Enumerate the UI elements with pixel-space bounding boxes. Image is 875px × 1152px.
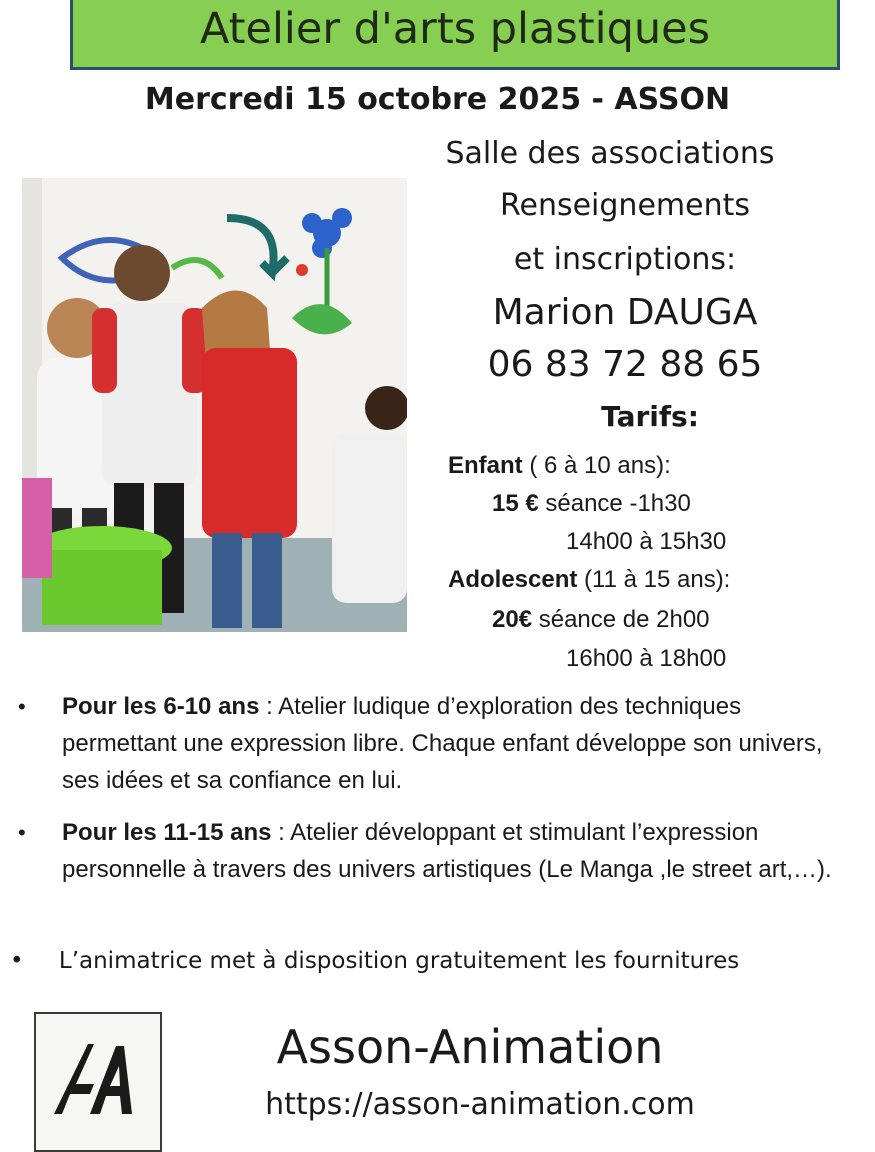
- children-painting-photo: [22, 178, 407, 632]
- title-banner: [70, 0, 840, 70]
- child-ages: ( 6 à 10 ans):: [522, 452, 671, 479]
- contact-name: Marion DAUGA: [492, 292, 758, 333]
- contact-heading-2: et inscriptions:: [513, 242, 737, 277]
- bullet-marker: •: [18, 820, 26, 845]
- bullet-marker: •: [10, 948, 24, 974]
- contact-phone: 06 83 72 88 65: [487, 344, 763, 385]
- bullet-text: [62, 814, 848, 888]
- teen-session: séance de 2h00: [532, 606, 710, 633]
- child-tariff-line: [448, 452, 671, 480]
- supplies-note: [10, 948, 870, 974]
- bullet-body: : Atelier développant et stimulant l’expression personnelle à travers des univers artistiques (Le Manga ,le street art,…).: [62, 819, 832, 883]
- event-date-location: Mercredi 15 octobre 2025 - ASSON: [144, 82, 731, 117]
- bullet-text: [62, 688, 848, 799]
- supplies-text: L’animatrice met à disposition gratuitement les fournitures: [58, 948, 740, 974]
- bullet-11-15: [18, 814, 848, 929]
- organization-url[interactable]: https://asson-animation.com: [265, 1087, 695, 1122]
- teen-tariff-line: [448, 566, 730, 594]
- teen-ages: (11 à 15 ans):: [577, 566, 731, 593]
- bullet-6-10: [18, 688, 848, 803]
- venue: Salle des associations: [445, 136, 775, 171]
- child-price: 15 €: [492, 490, 539, 517]
- child-price-line: [492, 490, 691, 518]
- logo-graphic: [36, 1014, 160, 1140]
- teen-price: 20€: [492, 606, 533, 633]
- child-label: Enfant: [448, 452, 523, 479]
- bullet-lead: Pour les 11-15 ans: [62, 819, 272, 846]
- teen-label: Adolescent: [448, 566, 578, 593]
- contact-heading-1: Renseignements: [500, 188, 750, 223]
- bullet-body: : Atelier ludique d’exploration des techniques permettant une expression libre. Chaque enfant développe son univers, ses idées et sa confiance en lui.: [62, 693, 823, 794]
- tarifs-heading: Tarifs:: [601, 400, 699, 433]
- page-title: Atelier d'arts plastiques: [200, 3, 710, 54]
- organization-name: Asson-Animation: [276, 1020, 664, 1074]
- teen-price-line: [492, 606, 710, 634]
- asson-animation-logo: [34, 1012, 162, 1152]
- child-hours: 14h00 à 15h30: [566, 528, 727, 555]
- bullet-lead: Pour les 6-10 ans: [62, 693, 260, 720]
- child-session: séance -1h30: [538, 490, 691, 517]
- teen-hours: 16h00 à 18h00: [566, 645, 727, 672]
- bullet-marker: •: [18, 694, 26, 719]
